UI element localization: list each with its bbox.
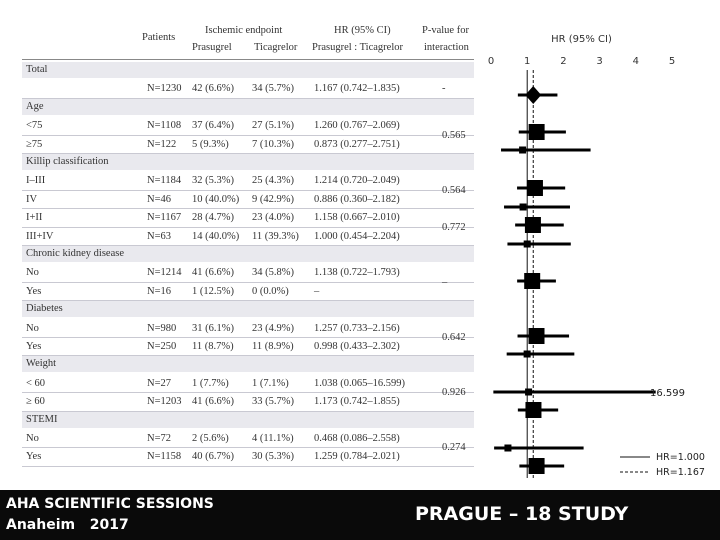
row-patients: N=1214 [147, 267, 182, 279]
row-patients: N=27 [147, 377, 172, 389]
row-prasugrel: 5 (9.3%) [192, 138, 229, 150]
row-hr: 1.038 (0.065–16.599) [314, 377, 405, 389]
row-ticagrelor: 30 (5.3%) [252, 451, 294, 463]
row-patients: N=16 [147, 285, 172, 297]
row-label: < 60 [26, 377, 46, 389]
row-divider [22, 466, 474, 467]
row-ticagrelor: 33 (5.7%) [252, 396, 294, 408]
row-hr: – [314, 285, 320, 297]
row-prasugrel: 37 (6.4%) [192, 120, 234, 132]
row-divider [22, 135, 474, 136]
header-patients: Patients [142, 32, 176, 43]
row-hr: 1.167 (0.742–1.835) [314, 83, 400, 95]
header-pvalue-2: interaction [424, 42, 469, 53]
overflow-value-label: 16.599 [650, 388, 685, 399]
section-band [22, 356, 474, 372]
pvalue-interaction: 0.772 [442, 221, 466, 233]
x-tick-label: 1 [524, 56, 531, 67]
row-divider [22, 392, 474, 393]
row-hr: 1.138 (0.722–1.793) [314, 267, 400, 279]
row-divider [22, 447, 474, 448]
section-title: STEMI [26, 413, 58, 425]
row-prasugrel: 41 (6.6%) [192, 396, 234, 408]
pvalue-interaction: - [442, 83, 446, 95]
row-label: No [26, 267, 39, 279]
row-patients: N=1108 [147, 120, 182, 132]
row-label: ≥75 [26, 138, 43, 150]
row-ticagrelor: 23 (4.9%) [252, 322, 294, 334]
pvalue-interaction: 0.564 [442, 184, 466, 196]
pvalue-interaction: 0.926 [442, 387, 466, 399]
row-label: III+IV [26, 230, 54, 242]
section-band [22, 301, 474, 317]
row-prasugrel: 42 (6.6%) [192, 83, 234, 95]
row-hr: 1.259 (0.784–2.021) [314, 451, 400, 463]
section-title: Diabetes [26, 303, 63, 315]
row-hr: 1.214 (0.720–2.049) [314, 175, 400, 187]
row-label: <75 [26, 120, 43, 132]
row-patients: N=1203 [147, 396, 182, 408]
hr-marker [524, 351, 531, 358]
row-hr: 1.260 (0.767–2.069) [314, 120, 400, 132]
row-ticagrelor: 23 (4.0%) [252, 212, 294, 224]
row-label: No [26, 433, 39, 444]
row-label: I+II [26, 212, 43, 224]
row-patients: N=1184 [147, 175, 182, 187]
hr-marker [529, 328, 545, 344]
hr-marker [520, 204, 527, 211]
forest-plot [476, 22, 720, 478]
row-hr: 1.257 (0.733–2.156) [314, 322, 400, 334]
row-prasugrel: 2 (5.6%) [192, 433, 229, 444]
hr-marker [524, 241, 531, 248]
row-hr: 0.998 (0.433–2.302) [314, 341, 400, 352]
row-ticagrelor: 25 (4.3%) [252, 175, 294, 187]
footer-bar [0, 490, 720, 540]
row-divider [22, 337, 474, 338]
row-prasugrel: 1 (12.5%) [192, 285, 234, 297]
row-label: No [26, 322, 39, 334]
row-prasugrel: 31 (6.1%) [192, 322, 234, 334]
row-prasugrel: 1 (7.7%) [192, 377, 229, 389]
row-patients: N=72 [147, 433, 172, 444]
pvalue-interaction: 0.274 [442, 442, 466, 454]
row-ticagrelor: 4 (11.1%) [252, 433, 294, 444]
pvalue-interaction: – [442, 276, 448, 288]
row-patients: N=46 [147, 193, 172, 205]
results-table [22, 22, 474, 478]
hr-marker [525, 402, 541, 418]
row-ticagrelor: 7 (10.3%) [252, 138, 294, 150]
hr-marker [524, 273, 540, 289]
header-hr-sub: Prasugrel : Ticagrelor [312, 42, 403, 53]
x-tick-label: 3 [596, 56, 603, 67]
row-hr: 1.158 (0.667–2.010) [314, 212, 400, 224]
row-ticagrelor: 34 (5.7%) [252, 83, 294, 95]
hr-marker [525, 217, 541, 233]
conference-location: Anaheim 2017 [6, 517, 129, 533]
row-prasugrel: 10 (40.0%) [192, 193, 240, 205]
section-title: Age [26, 100, 44, 112]
pvalue-interaction: 0.642 [442, 332, 466, 343]
pvalue-interaction: 0.565 [442, 129, 466, 141]
conference-name: AHA SCIENTIFIC SESSIONS [6, 496, 214, 512]
header-prasugrel: Prasugrel [192, 42, 232, 53]
x-tick-label: 0 [487, 56, 495, 67]
study-title: PRAGUE – 18 STUDY [415, 503, 629, 525]
row-prasugrel: 28 (4.7%) [192, 212, 234, 224]
header-pvalue-1: P-value for [422, 25, 469, 36]
row-ticagrelor: 0 (0.0%) [252, 285, 289, 297]
row-ticagrelor: 11 (8.9%) [252, 341, 294, 352]
row-divider [22, 282, 474, 283]
row-patients: N=122 [147, 138, 177, 150]
row-prasugrel: 41 (6.6%) [192, 267, 234, 279]
header-hr: HR (95% CI) [334, 25, 391, 36]
row-prasugrel: 11 (8.7%) [192, 341, 234, 352]
section-band [22, 62, 474, 78]
row-patients: N=980 [147, 322, 177, 334]
row-label: I–III [26, 175, 46, 187]
header-divider [22, 59, 474, 60]
legend-label-dashed: HR=1.167 [656, 467, 705, 478]
row-patients: N=1230 [147, 83, 182, 95]
hr-marker [529, 458, 545, 474]
row-patients: N=63 [147, 230, 172, 242]
row-ticagrelor: 27 (5.1%) [252, 120, 294, 132]
x-tick-label: 4 [632, 56, 639, 67]
row-prasugrel: 32 (5.3%) [192, 175, 234, 187]
row-patients: N=1158 [147, 451, 182, 463]
row-divider [22, 208, 474, 209]
row-patients: N=250 [147, 341, 177, 352]
legend-label-solid: HR=1.000 [656, 452, 705, 463]
row-ticagrelor: 1 (7.1%) [252, 377, 289, 389]
x-tick-label: 2 [560, 56, 567, 67]
section-title: Killip classification [26, 156, 109, 167]
section-band [22, 412, 474, 428]
hr-marker [525, 389, 532, 396]
section-title: Total [26, 64, 48, 75]
row-hr: 0.886 (0.360–2.182) [314, 193, 400, 205]
row-hr: 1.173 (0.742–1.855) [314, 396, 400, 408]
hr-marker [519, 147, 526, 154]
row-label: Yes [26, 285, 42, 297]
row-label: Yes [26, 341, 42, 352]
row-ticagrelor: 34 (5.8%) [252, 267, 294, 279]
section-band [22, 99, 474, 115]
row-label: Yes [26, 451, 42, 463]
section-title: Weight [26, 358, 57, 370]
section-title: Chronic kidney disease [26, 248, 124, 259]
row-ticagrelor: 11 (39.3%) [252, 230, 299, 242]
row-hr: 0.873 (0.277–2.751) [314, 138, 400, 150]
row-patients: N=1167 [147, 212, 182, 224]
row-ticagrelor: 9 (42.9%) [252, 193, 294, 205]
row-divider [22, 190, 474, 191]
header-ischemic-endpoint: Ischemic endpoint [205, 25, 283, 36]
plot-title: HR (95% CI) [551, 34, 612, 45]
row-label: ≥ 60 [26, 396, 45, 408]
hr-marker [529, 124, 545, 140]
hr-marker [504, 445, 511, 452]
row-hr: 0.468 (0.086–2.558) [314, 433, 400, 444]
hr-marker [527, 180, 543, 196]
header-ticagrelor: Ticagrelor [254, 42, 298, 53]
row-prasugrel: 40 (6.7%) [192, 451, 234, 463]
x-tick-label: 5 [668, 56, 676, 67]
row-prasugrel: 14 (40.0%) [192, 230, 240, 242]
row-label: IV [26, 193, 38, 205]
row-divider [22, 227, 474, 228]
row-hr: 1.000 (0.454–2.204) [314, 230, 400, 242]
